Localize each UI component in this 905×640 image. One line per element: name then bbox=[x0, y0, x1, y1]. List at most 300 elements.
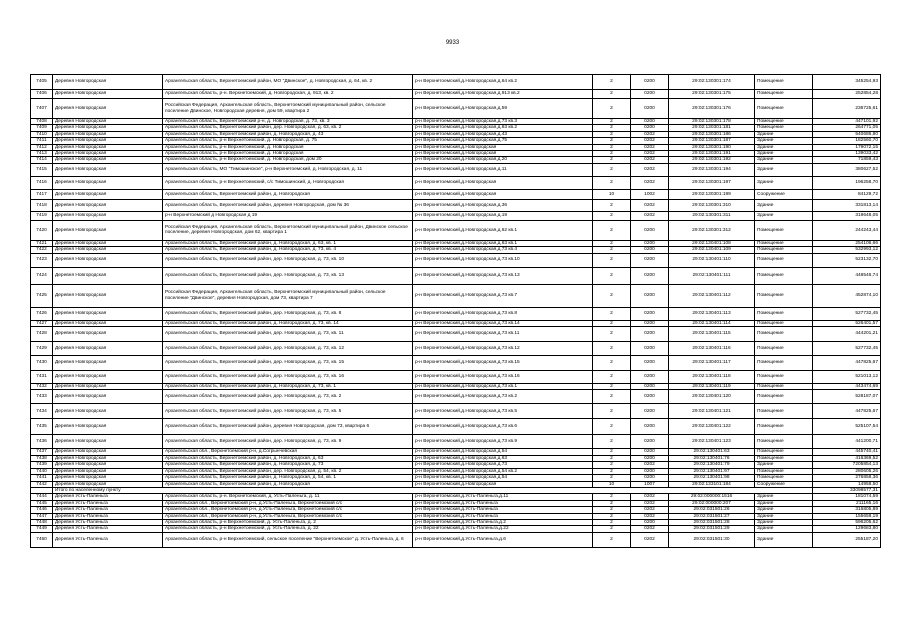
table-row bbox=[31, 99, 881, 119]
cell-number: 7438 bbox=[31, 455, 53, 461]
cell-cadastral-value: 443474,69 bbox=[813, 384, 881, 390]
cell-cadastral-number: 29:02:130301:192 bbox=[669, 157, 755, 163]
cell-cadastral-value: 254106,66 bbox=[813, 240, 881, 246]
cell-settlement: Деревня Новгородская bbox=[53, 138, 163, 144]
cell-address: Архангельская область, Верхнетоемский район, д. Новгородская, д. 73 bbox=[163, 462, 413, 468]
table-row bbox=[31, 327, 881, 342]
cell-cadastral-number: 29:02:130401:79 bbox=[669, 462, 755, 468]
table-row bbox=[31, 253, 881, 267]
cell-address: Архангельская область, Верхнетоемский р-н, д. Новгородская, д. 73, кв. 3 bbox=[163, 119, 413, 125]
cell-settlement: Деревня Усть-Паленьга bbox=[53, 532, 163, 547]
cell-subgroup: 0200 bbox=[631, 284, 669, 307]
cell-location: р-н Верхнетоемский,д.Новгородская,д.73 кв.15 bbox=[413, 356, 593, 371]
cell-address: Архангельская область, Верхнетоемский район, д. Новгородская, д. 63 bbox=[163, 455, 413, 461]
cell-cadastral-value: 319648,05 bbox=[813, 211, 881, 220]
cell-subgroup: 0200 bbox=[631, 475, 669, 481]
cell-settlement: Деревня Усть-Паленьга bbox=[53, 513, 163, 519]
table-row bbox=[31, 211, 881, 220]
cell-cadastral-number: 29:02:130401:110 bbox=[669, 253, 755, 267]
cell-group: 2 bbox=[593, 526, 631, 532]
cell-location: р-н Верхнетоемский,д.Усть-Паленьга,д.6 bbox=[413, 532, 593, 547]
cell-object-type: Здание bbox=[755, 462, 813, 468]
cell-cadastral-number: 29:02:130401:123 bbox=[669, 435, 755, 449]
table-row bbox=[31, 163, 881, 176]
cell-object-type: Помещение bbox=[755, 119, 813, 125]
cell-object-type: Помещение bbox=[755, 419, 813, 435]
cell-subgroup: 0200 bbox=[631, 435, 669, 449]
cell-object-type: Помещение bbox=[755, 475, 813, 481]
cell-group: 2 bbox=[593, 75, 631, 90]
cell-subgroup: 0202 bbox=[631, 211, 669, 220]
cell-object-type: Здание bbox=[755, 144, 813, 150]
cell-cadastral-number: 29:02:130401:118 bbox=[669, 371, 755, 384]
cell-cadastral-number: 29:02:130301:176 bbox=[669, 99, 755, 119]
cell-cadastral-number: 29:02:130301:187 bbox=[669, 138, 755, 144]
cell-location: р-н Верхнетоемский,д.Новгородская,д.73 кв.9 bbox=[413, 435, 593, 449]
cell-object-type: Помещение bbox=[755, 240, 813, 246]
cell-object-type: Здание bbox=[755, 138, 813, 144]
cell-settlement: Деревня Новгородская bbox=[53, 481, 163, 487]
cell-location: р-н Верхнетоемский,д.Усть-Паленьга bbox=[413, 500, 593, 506]
cell-cadastral-number: 29:02:130401:76 bbox=[669, 455, 755, 461]
cell-object-type: Помещение bbox=[755, 384, 813, 390]
cell-location: р-н Верхнетоемский,д.Новгородская,д.73 кв.4 bbox=[413, 247, 593, 253]
cell-location: р-н Верхнетоемский,д.Новгородская,д.54 bbox=[413, 449, 593, 455]
cell-group: 2 bbox=[593, 199, 631, 211]
cell-subgroup: 0202 bbox=[631, 131, 669, 137]
cell-settlement: Деревня Новгородская bbox=[53, 327, 163, 342]
cell-address: Архангельская область, Верхнетоемский район, МО "Двинское", д. Новгородская, д. 64, кв. 2 bbox=[163, 75, 413, 90]
cell-number: 7429 bbox=[31, 342, 53, 356]
cell-settlement: Деревня Новгородская bbox=[53, 462, 163, 468]
cell-cadastral-number: 29:02:130401:114 bbox=[669, 320, 755, 326]
cell-location: р-н Верхнетоемский,д.Усть-Паленьга bbox=[413, 507, 593, 513]
cell-group: 2 bbox=[593, 157, 631, 163]
cell-settlement: Деревня Новгородская bbox=[53, 131, 163, 137]
cell-address: Архангельская область, Верхнетоемский район, д. Новгородская, д. 43 bbox=[163, 131, 413, 137]
cell-number: 7416 bbox=[31, 176, 53, 189]
cell-number: 7425 bbox=[31, 284, 53, 307]
cell-address: Архангельская область, Верхнетоемский район, дер. Новгородская, д. 73, кв. 5 bbox=[163, 404, 413, 419]
cell-location: р-н Верхнетоемский,д.Новгородская bbox=[413, 176, 593, 189]
cell-cadastral-number: 29:02:130401:116 bbox=[669, 342, 755, 356]
cell-subgroup: 0200 bbox=[631, 384, 669, 390]
cell-group: 2 bbox=[593, 253, 631, 267]
cell-number: 7439 bbox=[31, 462, 53, 468]
cell-cadastral-value: 380627,52 bbox=[813, 163, 881, 176]
cell-group: 2 bbox=[593, 125, 631, 131]
cell-total-label: Итого по населенному пункту bbox=[53, 487, 813, 493]
cell-subgroup: 0202 bbox=[631, 176, 669, 189]
cell-object-type: Здание bbox=[755, 519, 813, 525]
table-row bbox=[31, 371, 881, 384]
cell-location: р-н Верхнетоемский,д.Новгородская,д.54 bbox=[413, 475, 593, 481]
cell-location: р-н Верхнетоемский,д.Новгородская,д.36 bbox=[413, 199, 593, 211]
cell-object-type: Помещение bbox=[755, 371, 813, 384]
cell-cadastral-value: 280605,26 bbox=[813, 468, 881, 474]
cell-cadastral-value: 182560,70 bbox=[813, 138, 881, 144]
cell-location: р-н Верхнетоемский,д.Усть-Паленьга,д.2 bbox=[413, 519, 593, 525]
page-number: 9933 bbox=[445, 40, 460, 46]
cell-cadastral-value: 526401,57 bbox=[813, 320, 881, 326]
cell-number: 7413 bbox=[31, 151, 53, 157]
cell-cadastral-value: 540686,80 bbox=[813, 131, 881, 137]
cell-object-type: Помещение bbox=[755, 468, 813, 474]
cell-cadastral-value: 447825,67 bbox=[813, 356, 881, 371]
cell-address: Архангельская обл., Верхнетоемский р-н, д.Усть-Паленьга, Верхнетоемский с/с bbox=[163, 500, 413, 506]
cell-group: 2 bbox=[593, 475, 631, 481]
cell-number: 7407 bbox=[31, 99, 53, 119]
cell-cadastral-number: 29:02:000000:1516 bbox=[669, 494, 755, 500]
cell-subgroup: 0202 bbox=[631, 513, 669, 519]
cell-object-type: Помещение bbox=[755, 125, 813, 131]
cell-location: р-н Верхнетоемский,д.Усть-Паленьга,д.11 bbox=[413, 494, 593, 500]
cell-object-type: Помещение bbox=[755, 435, 813, 449]
cell-subgroup: 0202 bbox=[631, 532, 669, 547]
cell-subgroup: 0200 bbox=[631, 390, 669, 404]
cell-object-type: Здание bbox=[755, 513, 813, 519]
cell-cadastral-number: 29:02:031501:30 bbox=[669, 532, 755, 547]
cell-subgroup: 0202 bbox=[631, 500, 669, 506]
cell-subgroup: 0200 bbox=[631, 90, 669, 99]
cell-location: р-н Верхнетоемский,д.Новгородская,д.43 bbox=[413, 131, 593, 137]
cell-settlement: Деревня Новгородская bbox=[53, 468, 163, 474]
cell-cadastral-number: 29:02:133101:184 bbox=[669, 481, 755, 487]
cell-settlement: Деревня Новгородская bbox=[53, 247, 163, 253]
cell-cadastral-value: 71859,43 bbox=[813, 157, 881, 163]
cell-settlement: Деревня Новгородская bbox=[53, 157, 163, 163]
cell-cadastral-number: 29:02:130301:175 bbox=[669, 90, 755, 99]
cell-object-type: Помещение bbox=[755, 267, 813, 284]
cell-object-type: Здание bbox=[755, 163, 813, 176]
cell-address: Архангельская область, Верхнетоемский район, дер. Новгородская, д. 73, кв. 11 bbox=[163, 327, 413, 342]
cell-object-type: Здание bbox=[755, 507, 813, 513]
cell-address: Архангельская область, р-н Верхнетоемский, д. Новгородская, д. 75 bbox=[163, 138, 413, 144]
cell-cadastral-number: 29:02:130301:191 bbox=[669, 151, 755, 157]
cell-object-type: Помещение bbox=[755, 449, 813, 455]
table-row bbox=[31, 199, 881, 211]
cell-cadastral-value: 7205854,13 bbox=[813, 462, 881, 468]
cell-cadastral-value: 155658,19 bbox=[813, 513, 881, 519]
cell-location: р-н Верхнетоемский,д.Новгородская,д.73 кв.1 bbox=[413, 384, 593, 390]
cell-address: Архангельская область, р-н Верхнетоемский, д. Новгородская bbox=[163, 151, 413, 157]
cell-number: 7412 bbox=[31, 144, 53, 150]
cell-group: 2 bbox=[593, 384, 631, 390]
cell-number: 7426 bbox=[31, 307, 53, 320]
cell-location: р-н Верхнетоемский,д.Новгородская,д.73 кв.14 bbox=[413, 320, 593, 326]
cell-cadastral-value: 179072,15 bbox=[813, 144, 881, 150]
cell-subgroup: 0200 bbox=[631, 99, 669, 119]
cell-subgroup: 0200 bbox=[631, 455, 669, 461]
cell-cadastral-number: 29:02:130301:197 bbox=[669, 176, 755, 189]
cell-number: 7435 bbox=[31, 419, 53, 435]
cell-address: Архангельская область, Верхнетоемский район, дер. Новгородская, д. 73, кв. 16 bbox=[163, 371, 413, 384]
cell-group: 2 bbox=[593, 327, 631, 342]
cell-group: 2 bbox=[593, 494, 631, 500]
cell-cadastral-number: 29:02:130401:111 bbox=[669, 267, 755, 284]
cell-address: Архангельская область, Верхнетоемский район, дер. Новгородская, д. 73, кв. 8 bbox=[163, 307, 413, 320]
cell-number: 7423 bbox=[31, 253, 53, 267]
cell-settlement: Деревня Усть-Паленьга bbox=[53, 494, 163, 500]
cell-object-type: Помещение bbox=[755, 404, 813, 419]
cell-address: Архангельская область, Верхнетоемский район, дер. Новгородская, д. 73, кв. 9 bbox=[163, 435, 413, 449]
cell-group: 2 bbox=[593, 468, 631, 474]
cell-subgroup: 0200 bbox=[631, 519, 669, 525]
cell-address: Архангельская область, Верхнетоемский район, дер. Новгородская, д. 73, кв. 13 bbox=[163, 267, 413, 284]
cell-number: 7410 bbox=[31, 131, 53, 137]
cell-cadastral-value: 211165,16 bbox=[813, 500, 881, 506]
cell-number: 7418 bbox=[31, 199, 53, 211]
cell-group: 10 bbox=[593, 189, 631, 199]
cell-cadastral-value: 84129,72 bbox=[813, 189, 881, 199]
cell-address: Архангельская область, Верхнетоемский район, деревня Новгородская, дом 73, квартира 6 bbox=[163, 419, 413, 435]
cell-settlement: Деревня Новгородская bbox=[53, 284, 163, 307]
cell-object-type: Помещение bbox=[755, 320, 813, 326]
cell-cadastral-number: 29:02:130301:310 bbox=[669, 199, 755, 211]
cell-settlement: Деревня Новгородская bbox=[53, 449, 163, 455]
cell-number: 7449 bbox=[31, 526, 53, 532]
cell-subgroup: 0202 bbox=[631, 163, 669, 176]
cell-cadastral-value: 416369,52 bbox=[813, 455, 881, 461]
cell-number: 7437 bbox=[31, 449, 53, 455]
cell-location: р-н Верхнетоемский,д.Новгородская,д.63 bbox=[413, 455, 593, 461]
cell-cadastral-value: 527732,45 bbox=[813, 342, 881, 356]
cell-object-type: Здание bbox=[755, 199, 813, 211]
cell-settlement: Деревня Новгородская bbox=[53, 356, 163, 371]
cell-settlement: Деревня Новгородская bbox=[53, 75, 163, 90]
cell-address: Архангельская область, Верхнетоемский район, д. Новгородская bbox=[163, 189, 413, 199]
cell-object-type: Здание bbox=[755, 526, 813, 532]
cell-subgroup: 0202 bbox=[631, 526, 669, 532]
cell-number: 7440 bbox=[31, 468, 53, 474]
table-row bbox=[31, 404, 881, 419]
cell-cadastral-value: 264771,05 bbox=[813, 125, 881, 131]
cell-cadastral-value: 447825,67 bbox=[813, 404, 881, 419]
cell-subgroup: 0200 bbox=[631, 468, 669, 474]
cell-cadastral-value: 129683,80 bbox=[813, 526, 881, 532]
cell-cadastral-value: 521013,12 bbox=[813, 371, 881, 384]
cell-settlement: Деревня Новгородская bbox=[53, 384, 163, 390]
cell-subgroup: 0202 bbox=[631, 144, 669, 150]
cell-number: 7441 bbox=[31, 475, 53, 481]
cell-group: 2 bbox=[593, 342, 631, 356]
cell-group: 2 bbox=[593, 462, 631, 468]
cell-location: р-н Верхнетоемский,д.Усть-Паленьга,д.22 bbox=[413, 526, 593, 532]
cell-address: Архангельская область, Верхнетоемский район, дер. Новгородская, д. 73, кв. 10 bbox=[163, 253, 413, 267]
cell-number: 7448 bbox=[31, 519, 53, 525]
cell-address: Архангельская область, р-н Верхнетоемский, с/с Тимошинский, д. Новгородская bbox=[163, 176, 413, 189]
cell-settlement: Деревня Новгородская bbox=[53, 211, 163, 220]
cell-subgroup: 0200 bbox=[631, 371, 669, 384]
cell-subgroup: 0202 bbox=[631, 151, 669, 157]
cell-number: 7408 bbox=[31, 119, 53, 125]
cell-subgroup: 0200 bbox=[631, 449, 669, 455]
cell-group: 2 bbox=[593, 513, 631, 519]
cell-address: Архангельская область, Верхнетоемский район, деревня Новгородская, дом № 36 bbox=[163, 199, 413, 211]
cell-number: 7405 bbox=[31, 75, 53, 90]
cell-group: 2 bbox=[593, 455, 631, 461]
cell-cadastral-number: 29:02:130401:63 bbox=[669, 449, 755, 455]
cell-number: 7436 bbox=[31, 435, 53, 449]
cell-cadastral-number: 29:02:130401:97 bbox=[669, 468, 755, 474]
cell-subgroup: 0200 bbox=[631, 327, 669, 342]
cell-cadastral-number: 29:02:130401:120 bbox=[669, 390, 755, 404]
cell-number: 7419 bbox=[31, 211, 53, 220]
cell-location: р-н Верхнетоемский,д.Новгородская,д.62 кв.1 bbox=[413, 220, 593, 240]
cell-location: р-н Верхнетоемский,д.Новгородская,д.75 bbox=[413, 138, 593, 144]
cell-object-type: Помещение bbox=[755, 342, 813, 356]
cell-object-type: Здание bbox=[755, 532, 813, 547]
cell-subgroup: 0202 bbox=[631, 138, 669, 144]
cell-cadastral-value: 33098577,31 bbox=[813, 487, 881, 493]
cell-settlement: Деревня Новгородская bbox=[53, 125, 163, 131]
cell-cadastral-value: 345254,93 bbox=[813, 75, 881, 90]
cell-location: р-н Верхнетоемский,д.Новгородская,д.73 кв.13 bbox=[413, 267, 593, 284]
cell-location: р-н Верхнетоемский,д.Новгородская,д.73 кв.5 bbox=[413, 404, 593, 419]
cell-cadastral-number: 29:02:130401:122 bbox=[669, 419, 755, 435]
cell-object-type: Здание bbox=[755, 500, 813, 506]
cell-settlement: Деревня Усть-Паленьга bbox=[53, 526, 163, 532]
cell-cadastral-value: 276858,36 bbox=[813, 475, 881, 481]
cell-group: 2 bbox=[593, 267, 631, 284]
cell-subgroup: 0202 bbox=[631, 494, 669, 500]
cell-subgroup: 1002 bbox=[631, 189, 669, 199]
cell-group: 2 bbox=[593, 138, 631, 144]
cell-address: Архангельская область, р-н Верхнетоемский, д. Новгородская, дом 20 bbox=[163, 157, 413, 163]
cell-cadastral-number: 29:02:130401:112 bbox=[669, 284, 755, 307]
cell-cadastral-number: 29:02:130301:199 bbox=[669, 189, 755, 199]
table-row bbox=[31, 284, 881, 307]
cell-cadastral-value: 236725,61 bbox=[813, 99, 881, 119]
cell-settlement: Деревня Новгородская bbox=[53, 320, 163, 326]
cell-location: р-н Верхнетоемский,д.Новгородская,д.913 кв.2 bbox=[413, 90, 593, 99]
table-row bbox=[31, 356, 881, 371]
cell-group: 2 bbox=[593, 144, 631, 150]
cell-number: 7431 bbox=[31, 371, 53, 384]
cell-cadastral-value: 532993,12 bbox=[813, 247, 881, 253]
cell-group: 2 bbox=[593, 119, 631, 125]
cell-settlement: Деревня Новгородская bbox=[53, 390, 163, 404]
cell-cadastral-value: 139033,42 bbox=[813, 151, 881, 157]
cell-cadastral-value: 527732,45 bbox=[813, 307, 881, 320]
cell-object-type: Помещение bbox=[755, 220, 813, 240]
cell-settlement: Деревня Новгородская bbox=[53, 176, 163, 189]
cell-group: 2 bbox=[593, 404, 631, 419]
cell-object-type: Помещение bbox=[755, 390, 813, 404]
cell-group: 2 bbox=[593, 163, 631, 176]
cell-settlement: Деревня Новгородская bbox=[53, 189, 163, 199]
table-row bbox=[31, 220, 881, 240]
cell-location: р-н Верхнетоемский,д.Новгородская,д.73 кв.11 bbox=[413, 327, 593, 342]
cell-subgroup: 0200 bbox=[631, 267, 669, 284]
cell-settlement: Деревня Новгородская bbox=[53, 455, 163, 461]
cell-settlement: Деревня Новгородская bbox=[53, 199, 163, 211]
cell-object-type: Помещение bbox=[755, 247, 813, 253]
cell-object-type: Помещение bbox=[755, 327, 813, 342]
cell-cadastral-value: 525107,54 bbox=[813, 419, 881, 435]
cell-number: 7450 bbox=[31, 532, 53, 547]
cell-location: р-н Верхнетоемский,д.Новгородская,д.63 кв.2 bbox=[413, 125, 593, 131]
cell-settlement: Деревня Новгородская bbox=[53, 119, 163, 125]
cell-object-type: Помещение bbox=[755, 75, 813, 90]
cell-cadastral-number: 29:02:130401:113 bbox=[669, 307, 755, 320]
cell-group: 2 bbox=[593, 519, 631, 525]
cell-location: р-н Верхнетоемский,д.Новгородская,д.73 кв.8 bbox=[413, 307, 593, 320]
table-row bbox=[31, 75, 881, 90]
cell-number: 7420 bbox=[31, 220, 53, 240]
cell-location: р-н Верхнетоемский,д.Новгородская,д.11 bbox=[413, 163, 593, 176]
cell-cadastral-number: 29:02:130301:181 bbox=[669, 125, 755, 131]
cell-cadastral-number: 29:02:130401:108 bbox=[669, 240, 755, 246]
cell-address: Архангельская обл., Верхнетоемский р-н, д.Усть-Паленьга, Верхнетоемский с/с bbox=[163, 513, 413, 519]
cell-object-type: Помещение bbox=[755, 356, 813, 371]
cell-cadastral-number: 29:02:031501:28 bbox=[669, 519, 755, 525]
cell-cadastral-value: 316805,89 bbox=[813, 507, 881, 513]
cell-number: 7445 bbox=[31, 500, 53, 506]
cell-object-type: Помещение bbox=[755, 284, 813, 307]
cell-address: Архангельская обл., Верхнетоемский р-н, д.Усть-Паленьга, Верхнетоемский с/с bbox=[163, 507, 413, 513]
cell-group: 2 bbox=[593, 176, 631, 189]
cell-cadastral-number: 29:02:130301:178 bbox=[669, 119, 755, 125]
table-row bbox=[31, 342, 881, 356]
cell-settlement: Деревня Новгородская bbox=[53, 99, 163, 119]
cell-number: 7414 bbox=[31, 157, 53, 163]
cell-cadastral-value: 447101,92 bbox=[813, 119, 881, 125]
cell-cadastral-number: 29:02:031501:26 bbox=[669, 507, 755, 513]
cell-group: 2 bbox=[593, 284, 631, 307]
cell-cadastral-value: 441200,71 bbox=[813, 435, 881, 449]
cell-address: Архангельская область, Верхнетоемский район, дер. Новгородская, д. 73, кв. 2 bbox=[163, 390, 413, 404]
cell-number: 7442 bbox=[31, 481, 53, 487]
cell-address: Архангельская область, р-н. Верхнетоемский, д. Усть-Паленьга, д. 11 bbox=[163, 494, 413, 500]
cell-cadastral-value: 596205,62 bbox=[813, 519, 881, 525]
cell-object-type: Сооружение bbox=[755, 481, 813, 487]
cell-subgroup: 0200 bbox=[631, 119, 669, 125]
cell-cadastral-value: 528187,07 bbox=[813, 390, 881, 404]
cell-location: р-н Верхнетоемский,д.Новгородская,д.54 кв.2 bbox=[413, 468, 593, 474]
cell-group: 2 bbox=[593, 507, 631, 513]
cell-subgroup: 0200 bbox=[631, 220, 669, 240]
cell-object-type: Здание bbox=[755, 176, 813, 189]
cell-object-type: Помещение bbox=[755, 99, 813, 119]
cell-cadastral-number: 29:02:130301:312 bbox=[669, 220, 755, 240]
cell-subgroup: 0200 bbox=[631, 356, 669, 371]
cell-settlement: Деревня Новгородская bbox=[53, 220, 163, 240]
cell-cadastral-number: 29:02:130401:109 bbox=[669, 247, 755, 253]
cell-group: 2 bbox=[593, 419, 631, 435]
cell-object-type: Здание bbox=[755, 494, 813, 500]
cell-cadastral-number: 29:02:130401:98 bbox=[669, 475, 755, 481]
cell-group: 2 bbox=[593, 211, 631, 220]
cell-settlement: Деревня Новгородская bbox=[53, 419, 163, 435]
cell-subgroup: 0200 bbox=[631, 75, 669, 90]
cell-settlement: Деревня Новгородская bbox=[53, 163, 163, 176]
cell-number: 7424 bbox=[31, 267, 53, 284]
cell-address: Архангельская область, р-н Верхнетоемский, д. Усть-Паленьга, д. 22 bbox=[163, 526, 413, 532]
cell-settlement: Деревня Новгородская bbox=[53, 267, 163, 284]
cell-address: Архангельская область, Верхнетоемский район, дер. Новгородская, д. 73, кв. 12 bbox=[163, 342, 413, 356]
cell-number: 7411 bbox=[31, 138, 53, 144]
cell-settlement: Деревня Усть-Паленьга bbox=[53, 519, 163, 525]
table-row bbox=[31, 189, 881, 199]
cell-number: 7444 bbox=[31, 494, 53, 500]
cell-object-type: Здание bbox=[755, 131, 813, 137]
cell-subgroup: 0200 bbox=[631, 307, 669, 320]
cell-address: Архангельская область, Верхнетоемский район, д. Новгородская bbox=[163, 481, 413, 487]
cell-group: 2 bbox=[593, 90, 631, 99]
cell-number: 7434 bbox=[31, 404, 53, 419]
cell-subgroup: 0202 bbox=[631, 507, 669, 513]
